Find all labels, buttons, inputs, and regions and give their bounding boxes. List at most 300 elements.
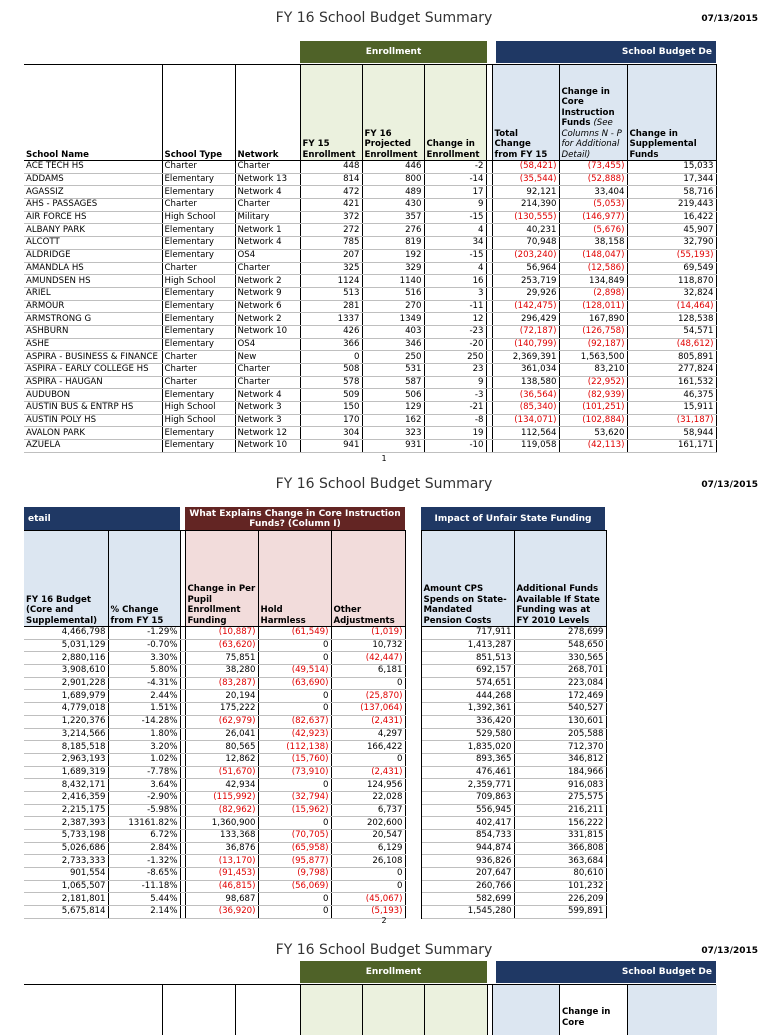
table-cell: High School	[162, 211, 235, 224]
table-cell: 101,232	[514, 880, 606, 893]
table-cell: 692,157	[421, 665, 514, 678]
table-cell: 32,824	[627, 287, 716, 300]
table-cell: (140,799)	[492, 338, 559, 351]
spacer-cell	[405, 665, 421, 678]
table-row	[24, 376, 716, 389]
table-cell: -4.31%	[108, 677, 180, 690]
table-cell: (92,187)	[559, 338, 627, 351]
table-cell: Charter	[235, 161, 300, 174]
page-title: FY 16 School Budget Summary	[275, 476, 493, 492]
table-cell: (13,170)	[185, 855, 258, 868]
table-cell: (58,421)	[492, 161, 559, 174]
spacer-cell	[405, 817, 421, 830]
table-cell: Network 12	[235, 427, 300, 440]
table-cell: ARMSTRONG G	[24, 313, 162, 326]
table-cell: AIR FORCE HS	[24, 211, 162, 224]
col-fy16-budget: FY 16 Budget (Core and Supplemental)	[24, 531, 108, 627]
table-cell: (45,067)	[331, 893, 405, 906]
table-cell: (102,884)	[559, 414, 627, 427]
report-date: 07/13/2015	[701, 946, 758, 956]
table-cell: (55,193)	[627, 249, 716, 262]
table-cell: 0	[331, 677, 405, 690]
table-cell: (115,992)	[185, 791, 258, 804]
enrollment-group-header: Enrollment	[300, 961, 487, 983]
table-cell: Elementary	[162, 325, 235, 338]
page-1	[0, 0, 768, 470]
table-cell: 5,031,129	[24, 639, 108, 652]
table-cell: 172,469	[514, 690, 606, 703]
table-cell: -15	[424, 249, 486, 262]
table-cell: 6.72%	[108, 830, 180, 843]
col-fy16-projected: FY 16 Projected Enrollment	[362, 65, 424, 161]
table-cell: 250	[362, 351, 424, 364]
table-cell: (2,431)	[331, 715, 405, 728]
table-row	[24, 351, 716, 364]
table-cell: 1,065,507	[24, 880, 108, 893]
table-cell: (134,071)	[492, 414, 559, 427]
table-cell: Network 10	[235, 440, 300, 453]
table-cell: Elementary	[162, 389, 235, 402]
table-row	[24, 855, 606, 868]
table-cell: 430	[362, 199, 424, 212]
table-row	[24, 741, 606, 754]
table-cell: (56,069)	[258, 880, 331, 893]
spacer-cell	[405, 880, 421, 893]
table-cell: AUSTIN POLY HS	[24, 414, 162, 427]
table-cell: 202,600	[331, 817, 405, 830]
table-cell: 819	[362, 237, 424, 250]
table-cell: 156,222	[514, 817, 606, 830]
table-cell: (95,877)	[258, 855, 331, 868]
partial-col-change-core: Change in Core	[559, 985, 627, 1035]
table-cell: 854,733	[421, 830, 514, 843]
table-row	[24, 325, 716, 338]
table-row	[24, 364, 716, 377]
table-cell: 556,945	[421, 804, 514, 817]
table-cell: (101,251)	[559, 402, 627, 415]
table-cell: 323	[362, 427, 424, 440]
col-spacer	[405, 531, 421, 627]
table-cell: Elementary	[162, 224, 235, 237]
table-cell: (36,564)	[492, 389, 559, 402]
table-cell: -2.90%	[108, 791, 180, 804]
table-cell: -15	[424, 211, 486, 224]
table-cell: (52,888)	[559, 173, 627, 186]
table-row	[24, 753, 606, 766]
table-header-row	[24, 531, 606, 627]
table-cell: -8.65%	[108, 868, 180, 881]
table-cell: 281	[300, 300, 362, 313]
table-cell: 1,360,900	[185, 817, 258, 830]
table-cell: AZUELA	[24, 440, 162, 453]
table-cell: (63,690)	[258, 677, 331, 690]
table-cell: ASPIRA - HAUGAN	[24, 376, 162, 389]
table-cell: 112,564	[492, 427, 559, 440]
table-cell: 0	[331, 880, 405, 893]
table-cell: 336,420	[421, 715, 514, 728]
table-cell: 54,571	[627, 325, 716, 338]
table-cell: ACE TECH HS	[24, 161, 162, 174]
table-cell: 372	[300, 211, 362, 224]
table-cell: -11	[424, 300, 486, 313]
page-2	[0, 470, 768, 940]
table-cell: 1337	[300, 313, 362, 326]
table-row	[24, 690, 606, 703]
table-cell: 346	[362, 338, 424, 351]
table-cell: 138,580	[492, 376, 559, 389]
table-cell: Network 3	[235, 414, 300, 427]
detail-group-header: etail	[24, 507, 180, 530]
table-cell: 214,390	[492, 199, 559, 212]
table-cell: (1,019)	[331, 627, 405, 640]
table-cell: (5,676)	[559, 224, 627, 237]
table-cell: 10,732	[331, 639, 405, 652]
table-cell: 361,034	[492, 364, 559, 377]
table-cell: -7.78%	[108, 766, 180, 779]
table-cell: 931	[362, 440, 424, 453]
table-cell: 2,416,359	[24, 791, 108, 804]
table-cell: Network 6	[235, 300, 300, 313]
table-cell: (10,887)	[185, 627, 258, 640]
table-cell: 2,369,391	[492, 351, 559, 364]
table-cell: 34	[424, 237, 486, 250]
table-cell: (82,939)	[559, 389, 627, 402]
table-cell: 223,084	[514, 677, 606, 690]
table-cell: Military	[235, 211, 300, 224]
table-cell: 12	[424, 313, 486, 326]
table-cell: 207	[300, 249, 362, 262]
table-cell: -20	[424, 338, 486, 351]
table-cell: Network 1	[235, 224, 300, 237]
table-row	[24, 287, 716, 300]
table-cell: 16,422	[627, 211, 716, 224]
table-cell: 46,375	[627, 389, 716, 402]
table-cell: 268,701	[514, 665, 606, 678]
table-cell: 2,359,771	[421, 779, 514, 792]
table-cell: -1.32%	[108, 855, 180, 868]
table-cell: 2,733,333	[24, 855, 108, 868]
table-cell: AMUNDSEN HS	[24, 275, 162, 288]
table-row	[24, 766, 606, 779]
table-cell: Charter	[162, 161, 235, 174]
table-row	[24, 779, 606, 792]
spacer-cell	[405, 893, 421, 906]
table-cell: (2,431)	[331, 766, 405, 779]
spacer-cell	[405, 804, 421, 817]
table-row	[24, 402, 716, 415]
spacer-cell	[405, 791, 421, 804]
table-cell: (148,047)	[559, 249, 627, 262]
table-cell: 17,344	[627, 173, 716, 186]
table-row	[24, 728, 606, 741]
explains-group-header: What Explains Change in Core Instruction Funds? (Column I)	[185, 507, 405, 530]
table-cell: (35,544)	[492, 173, 559, 186]
table-cell: 272	[300, 224, 362, 237]
table-cell: 2,181,801	[24, 893, 108, 906]
table-row	[24, 199, 716, 212]
table-row	[24, 427, 716, 440]
table-cell: 0	[300, 351, 362, 364]
table-cell: Elementary	[162, 440, 235, 453]
table-cell: 5.80%	[108, 665, 180, 678]
table-cell: 17	[424, 186, 486, 199]
table-cell: (63,620)	[185, 639, 258, 652]
table-row	[24, 186, 716, 199]
table-cell: -11.18%	[108, 880, 180, 893]
table-cell: (62,979)	[185, 715, 258, 728]
table-cell: 130,601	[514, 715, 606, 728]
spacer-cell	[405, 766, 421, 779]
table-cell: Elementary	[162, 313, 235, 326]
table-row	[24, 224, 716, 237]
table-cell: -10	[424, 440, 486, 453]
table-cell: 161,532	[627, 376, 716, 389]
table-cell: (72,187)	[492, 325, 559, 338]
table-cell: (82,637)	[258, 715, 331, 728]
table-cell: 12,862	[185, 753, 258, 766]
table-header-row	[24, 65, 716, 161]
table-cell: 83,210	[559, 364, 627, 377]
table-cell: AUSTIN BUS & ENTRP HS	[24, 402, 162, 415]
table-cell: 509	[300, 389, 362, 402]
table-cell: 56,964	[492, 262, 559, 275]
table-cell: -1.29%	[108, 627, 180, 640]
table-cell: 4	[424, 224, 486, 237]
table-row	[24, 389, 716, 402]
table-cell: Elementary	[162, 300, 235, 313]
table-cell: (65,958)	[258, 842, 331, 855]
table-cell: (91,453)	[185, 868, 258, 881]
table-cell: -14.28%	[108, 715, 180, 728]
table-cell: 472	[300, 186, 362, 199]
table-cell: 38,280	[185, 665, 258, 678]
table-cell: High School	[162, 414, 235, 427]
table-cell: 250	[424, 351, 486, 364]
col-change-enrollment: Change in Enrollment	[424, 65, 486, 161]
table-cell: 4,297	[331, 728, 405, 741]
page-title: FY 16 School Budget Summary	[275, 10, 493, 26]
table-cell: 540,527	[514, 703, 606, 716]
table-cell: (15,760)	[258, 753, 331, 766]
table-row	[24, 338, 716, 351]
table-row	[24, 842, 606, 855]
table-cell: High School	[162, 402, 235, 415]
table-cell: 0	[331, 753, 405, 766]
budget-summary-table	[24, 64, 717, 453]
table-cell: 278,699	[514, 627, 606, 640]
page-number: 1	[381, 454, 387, 463]
table-row	[24, 804, 606, 817]
table-row	[24, 652, 606, 665]
col-pension: Amount CPS Spends on State-Mandated Pension Costs	[421, 531, 514, 627]
spacer-cell	[405, 728, 421, 741]
table-cell: Network 4	[235, 237, 300, 250]
table-cell: ASPIRA - BUSINESS & FINANCE	[24, 351, 162, 364]
table-cell: 4,466,798	[24, 627, 108, 640]
table-cell: 98,687	[185, 893, 258, 906]
table-cell: 325	[300, 262, 362, 275]
table-row	[24, 161, 716, 174]
table-cell: AVALON PARK	[24, 427, 162, 440]
table-cell: 941	[300, 440, 362, 453]
table-row	[24, 313, 716, 326]
table-cell: 513	[300, 287, 362, 300]
table-cell: Elementary	[162, 237, 235, 250]
table-cell: (70,705)	[258, 830, 331, 843]
table-row	[24, 237, 716, 250]
table-cell: 5.44%	[108, 893, 180, 906]
table-cell: 901,554	[24, 868, 108, 881]
table-cell: 276	[362, 224, 424, 237]
table-cell: (5,053)	[559, 199, 627, 212]
table-cell: 260,766	[421, 880, 514, 893]
table-cell: 275,575	[514, 791, 606, 804]
table-row	[24, 440, 716, 453]
spacer-cell	[405, 842, 421, 855]
spacer-cell	[405, 779, 421, 792]
table-cell: 184,966	[514, 766, 606, 779]
table-cell: (126,758)	[559, 325, 627, 338]
table-cell: 162	[362, 414, 424, 427]
table-cell: 476,461	[421, 766, 514, 779]
table-cell: 851,513	[421, 652, 514, 665]
spacer-cell	[405, 753, 421, 766]
table-cell: 20,194	[185, 690, 258, 703]
col-total-change: Total Change from FY 15	[492, 65, 559, 161]
table-cell: ARIEL	[24, 287, 162, 300]
table-row	[24, 262, 716, 275]
table-cell: 582,699	[421, 893, 514, 906]
table-cell: -23	[424, 325, 486, 338]
table-cell: ASHBURN	[24, 325, 162, 338]
table-cell: 3,908,610	[24, 665, 108, 678]
table-cell: 3.30%	[108, 652, 180, 665]
table-cell: Charter	[235, 262, 300, 275]
table-cell: 129	[362, 402, 424, 415]
table-cell: 42,934	[185, 779, 258, 792]
table-cell: (112,138)	[258, 741, 331, 754]
table-cell: 216,211	[514, 804, 606, 817]
table-row	[24, 868, 606, 881]
table-cell: Elementary	[162, 338, 235, 351]
table-cell: 15,911	[627, 402, 716, 415]
page-number: 2	[381, 916, 387, 925]
table-row	[24, 677, 606, 690]
col-school-name: School Name	[24, 65, 162, 161]
table-cell: (142,475)	[492, 300, 559, 313]
col-other-adjustments: Other Adjustments	[331, 531, 405, 627]
table-cell: (12,586)	[559, 262, 627, 275]
table-cell: 529,580	[421, 728, 514, 741]
table-cell: 0	[258, 703, 331, 716]
table-cell: 446	[362, 161, 424, 174]
table-cell: (61,549)	[258, 627, 331, 640]
table-cell: AUDUBON	[24, 389, 162, 402]
table-cell: (5,193)	[331, 906, 405, 919]
table-cell: Network 4	[235, 186, 300, 199]
table-cell: 118,870	[627, 275, 716, 288]
table-cell: 92,121	[492, 186, 559, 199]
table-cell: ARMOUR	[24, 300, 162, 313]
table-cell: 329	[362, 262, 424, 275]
table-cell: 32,790	[627, 237, 716, 250]
table-cell: 709,863	[421, 791, 514, 804]
table-cell: (73,910)	[258, 766, 331, 779]
table-cell: 330,565	[514, 652, 606, 665]
table-cell: 548,650	[514, 639, 606, 652]
table-cell: (42,447)	[331, 652, 405, 665]
table-cell: 805,891	[627, 351, 716, 364]
table-cell: 253,719	[492, 275, 559, 288]
table-cell: 205,588	[514, 728, 606, 741]
report-date: 07/13/2015	[701, 480, 758, 490]
table-cell: 444,268	[421, 690, 514, 703]
table-cell: (83,287)	[185, 677, 258, 690]
table-cell: Charter	[235, 364, 300, 377]
table-cell: 134,849	[559, 275, 627, 288]
col-pct-change: % Change from FY 15	[108, 531, 180, 627]
table-cell: 4,779,018	[24, 703, 108, 716]
table-cell: 916,083	[514, 779, 606, 792]
table-row	[24, 249, 716, 262]
table-cell: 128,538	[627, 313, 716, 326]
table-cell: 175,222	[185, 703, 258, 716]
table-cell: 69,549	[627, 262, 716, 275]
page-3	[0, 936, 768, 1028]
table-cell: 785	[300, 237, 362, 250]
table-cell: 0	[331, 868, 405, 881]
table-cell: 800	[362, 173, 424, 186]
col-change-supplemental: Change in Supplemental Funds	[627, 65, 716, 161]
table-cell: 944,874	[421, 842, 514, 855]
table-cell: Charter	[162, 364, 235, 377]
table-cell: Charter	[162, 376, 235, 389]
table-cell: 22,028	[331, 791, 405, 804]
table-cell: 403	[362, 325, 424, 338]
table-row	[24, 173, 716, 186]
table-cell: 3	[424, 287, 486, 300]
table-cell: AMANDLA HS	[24, 262, 162, 275]
table-row	[24, 791, 606, 804]
table-cell: 70,948	[492, 237, 559, 250]
table-cell: -21	[424, 402, 486, 415]
table-cell: 0	[258, 690, 331, 703]
table-cell: AGASSIZ	[24, 186, 162, 199]
table-cell: 40,231	[492, 224, 559, 237]
spacer-cell	[405, 830, 421, 843]
spacer-cell	[405, 639, 421, 652]
table-row	[24, 893, 606, 906]
table-cell: (32,794)	[258, 791, 331, 804]
table-cell: (128,011)	[559, 300, 627, 313]
table-cell: 167,890	[559, 313, 627, 326]
page-title: FY 16 School Budget Summary	[275, 942, 493, 958]
table-cell: OS4	[235, 249, 300, 262]
table-cell: AHS - PASSAGES	[24, 199, 162, 212]
table-row	[24, 715, 606, 728]
table-cell: 363,684	[514, 855, 606, 868]
table-row	[24, 275, 716, 288]
table-cell: 16	[424, 275, 486, 288]
table-cell: ASHE	[24, 338, 162, 351]
table-cell: High School	[162, 275, 235, 288]
table-cell: Network 2	[235, 313, 300, 326]
table-cell: (46,815)	[185, 880, 258, 893]
table-cell: 3.64%	[108, 779, 180, 792]
table-cell: 448	[300, 161, 362, 174]
table-cell: ALCOTT	[24, 237, 162, 250]
table-cell: 6,181	[331, 665, 405, 678]
